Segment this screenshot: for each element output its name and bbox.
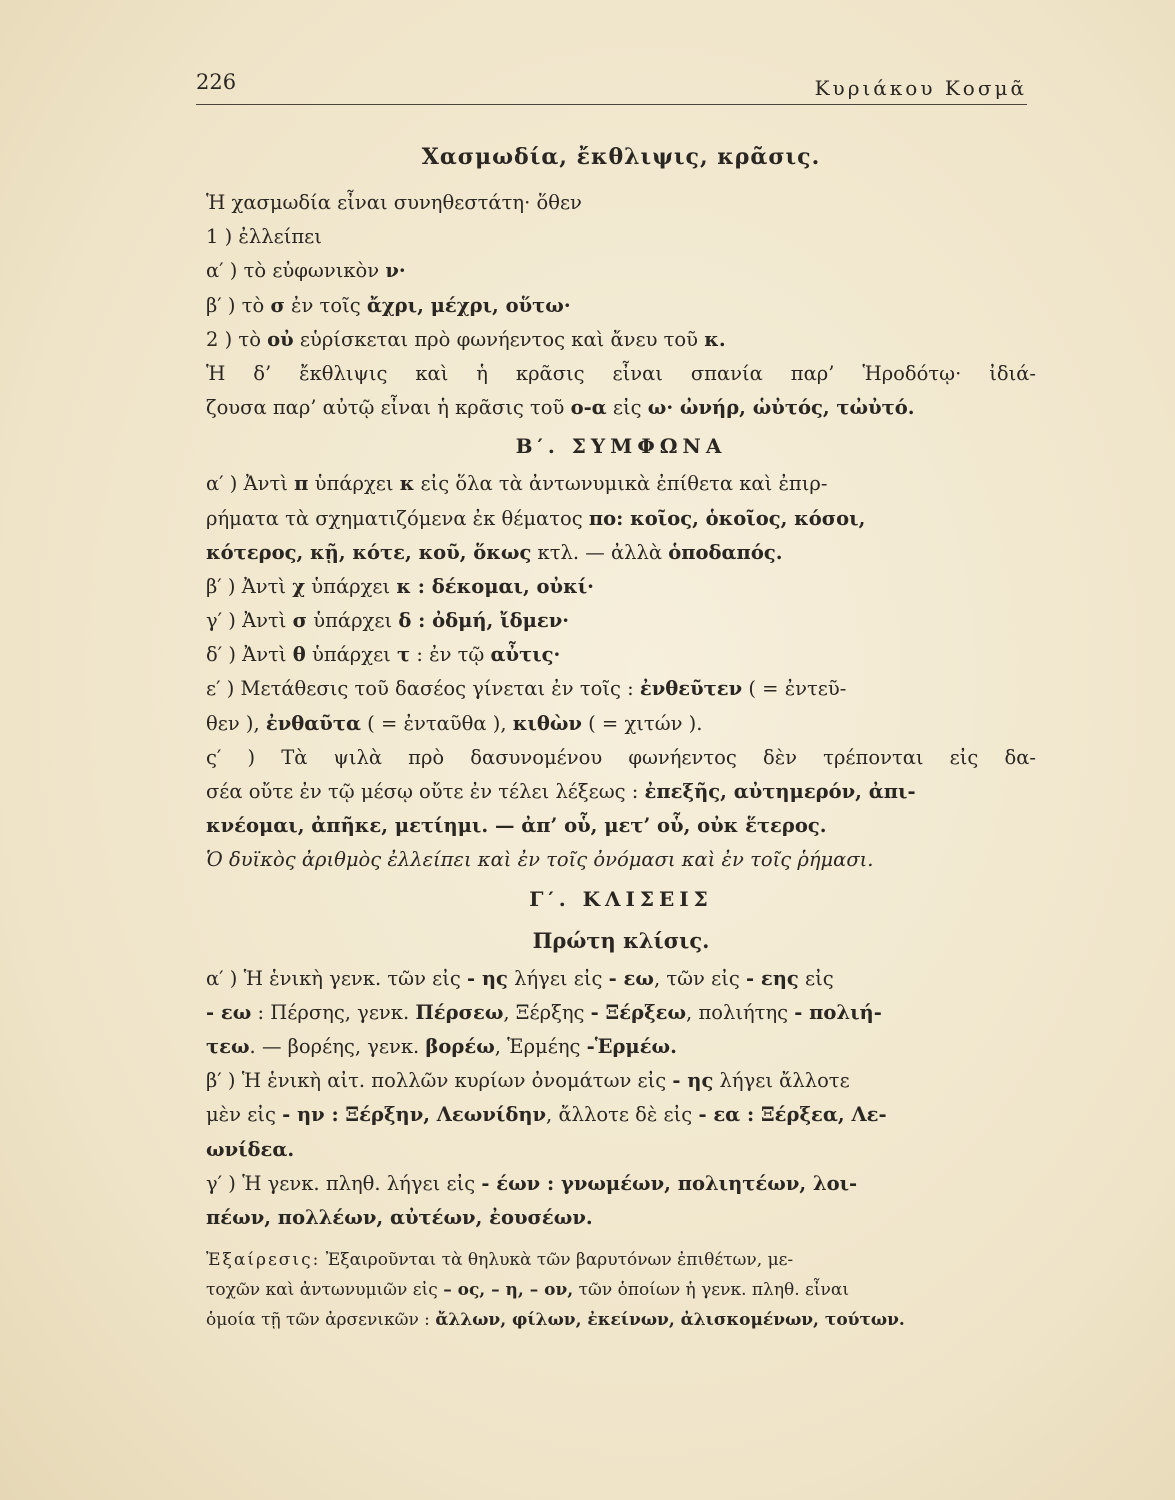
- text-span: γ′ ) Ἀντὶ: [206, 609, 293, 633]
- bold-span: κιθὼν: [512, 711, 582, 735]
- text-span: ( = χιτών ).: [581, 711, 703, 735]
- text-span: β′ ) Ἀντὶ: [206, 574, 293, 598]
- text-span: ὑπάρχει: [305, 643, 398, 667]
- text-span: τῶν ὁποίων ἡ γενκ. πληθ. εἶναι: [573, 1280, 850, 1301]
- text-line: [206, 323, 1036, 357]
- text-span: ς′ ) Τὰ ψιλὰ πρὸ δασυνομένου φωνήεντος δὲν τρέπονται εἰς δα-: [206, 745, 1036, 769]
- bold-span: ο-α: [570, 396, 607, 420]
- text-line: [206, 1064, 1036, 1098]
- text-span: ζουσα παρ’ αὐτῷ εἶναι ἡ κρᾶσις τοῦ: [206, 396, 571, 420]
- text-line: [206, 357, 1036, 391]
- section-title-consonants: Β′. ΣΥΜΦΩΝΑ: [515, 434, 727, 459]
- text-line: [206, 289, 1036, 323]
- text-span: α′ ) τὸ εὐφωνικὸν: [206, 259, 386, 283]
- text-span: : Πέρσης, γενκ.: [251, 1000, 416, 1024]
- text-span: 1 ) ἐλλείπει: [206, 225, 322, 249]
- bold-span: κ: [399, 472, 415, 496]
- bold-span: - εης: [745, 966, 799, 990]
- text-line: [206, 186, 1036, 220]
- text-line: [206, 502, 1036, 536]
- text-span: Ἐξαιροῦνται τὰ θηλυκὰ τῶν βαρυτόνων ἐπιθέτων, με-: [320, 1250, 794, 1271]
- bold-span: σ: [292, 609, 308, 633]
- text-span: ὑπάρχει: [307, 609, 399, 633]
- bold-span: – ος, – η, – ον,: [443, 1280, 574, 1301]
- text-span: , τῶν εἰς: [653, 966, 746, 990]
- bold-span: χ: [292, 574, 306, 598]
- text-span: ἐν τοῖς: [284, 293, 367, 317]
- bold-span: ἐπεξῆς, αὐτημερόν, ἀπι-: [644, 780, 916, 803]
- text-line: [206, 1201, 1036, 1235]
- bold-span: τ: [397, 643, 411, 667]
- text-span: μὲν εἰς: [206, 1103, 283, 1127]
- bold-span: κ : δέκομαι, οὐκί·: [396, 574, 594, 598]
- text-span: κτλ. — ἀλλὰ: [531, 540, 669, 564]
- text-line: [206, 996, 1036, 1030]
- text-span: β′ ) τὸ: [206, 293, 271, 317]
- text-line: [206, 1133, 1036, 1167]
- bold-span: -Ἑρμέω.: [586, 1034, 677, 1058]
- page-body: [206, 128, 1036, 1335]
- bold-span: - ην : Ξέρξην, Λεωνίδην: [282, 1103, 547, 1127]
- text-span: , Ξέρξης: [503, 1000, 591, 1024]
- text-line: [206, 741, 1036, 775]
- text-line: [206, 843, 1036, 877]
- text-span: α′ ) Ἀντὶ: [206, 472, 295, 496]
- bold-span: ἐνθεῦτεν: [639, 677, 743, 701]
- text-line: [206, 707, 1036, 741]
- text-line: [206, 254, 1036, 288]
- text-span: λήγει ἄλλοτε: [713, 1069, 850, 1093]
- bold-span: οὐ: [267, 327, 294, 351]
- bold-span: ὠνήρ, ὡὐτός, τὠὐτό.: [673, 396, 915, 420]
- note-line: [206, 1275, 1036, 1305]
- bold-span: πέων, πολλέων, αὐτέων, ἐουσέων.: [206, 1205, 593, 1229]
- text-span: ὑπάρχει: [305, 574, 397, 598]
- text-span: , Ἑρμέης: [494, 1034, 587, 1058]
- text-line: [206, 672, 1036, 706]
- page-number: 226: [196, 70, 237, 94]
- text-span: εὑρίσκεται πρὸ φωνήεντος καὶ ἄνευ τοῦ: [293, 327, 705, 351]
- bold-span: π: [294, 472, 309, 496]
- bold-span: κ.: [704, 327, 726, 351]
- text-span: ( = ἐνταῦθα ),: [360, 711, 513, 735]
- text-span: λήγει εἰς: [507, 966, 609, 990]
- bold-span: - έων : γνωμέων, πολιητέων, λοι-: [481, 1171, 858, 1195]
- bold-span: Πέρσεω: [415, 1000, 504, 1024]
- bold-span: - εω: [206, 1000, 252, 1024]
- text-span: β′ ) Ἡ ἑνικὴ αἰτ. πολλῶν κυρίων ὀνομάτων εἰς: [206, 1069, 673, 1093]
- bold-span: - ης: [466, 966, 508, 990]
- text-span: εἰς: [606, 396, 648, 420]
- bold-span: ωνίδεα.: [206, 1137, 295, 1161]
- text-span: 2 ) τὸ: [206, 327, 268, 351]
- bold-span: ν·: [385, 259, 406, 283]
- text-span: , ἄλλοτε δὲ εἰς: [546, 1103, 699, 1127]
- bold-span: τεω: [206, 1034, 250, 1058]
- bold-span: - εα : Ξέρξεα, Λε-: [698, 1103, 887, 1127]
- text-line: [206, 962, 1036, 996]
- bold-span: - Ξέρξεω: [590, 1000, 687, 1024]
- bold-span: ω·: [647, 396, 674, 420]
- bold-span: κότερος, κῇ, κότε, κοῦ, ὅκως: [206, 540, 532, 564]
- text-span: Ἐξαίρεσις:: [206, 1250, 321, 1271]
- bold-span: κνέομαι, ἀπῆκε, μετίημι. — ἀπ’ οὗ, μετ’ οὗ, οὐκ ἕτερος.: [206, 814, 827, 838]
- text-span: εἰς: [798, 966, 834, 990]
- bold-span: πο: κοῖος, ὁκοῖος, κόσοι,: [588, 506, 866, 530]
- text-span: , πολιήτης: [686, 1000, 795, 1024]
- text-span: ρήματα τὰ σχηματιζόμενα ἐκ θέματος: [206, 506, 589, 530]
- text-line: [206, 1098, 1036, 1132]
- bold-span: σ: [270, 293, 285, 317]
- text-span: ε′ ) Μετάθεσις τοῦ δασέος γίνεται ἐν τοῖς :: [206, 677, 640, 701]
- subsection-title-first-declension: Πρώτη κλίσις.: [532, 927, 710, 953]
- text-span: θεν ),: [206, 711, 266, 735]
- text-line: [206, 638, 1036, 672]
- text-line: [206, 467, 1036, 501]
- text-span: σέα οὔτε ἐν τῷ μέσῳ οὔτε ἐν τέλει λέξεως :: [206, 780, 645, 803]
- bold-span: ἄλλων, φίλων, ἐκείνων, ἀλισκομένων, τούτων.: [435, 1310, 905, 1331]
- text-line: [206, 775, 1036, 809]
- section-title-hiatus: Χασμωδία, ἔκθλιψις, κρᾶσις.: [421, 144, 821, 170]
- text-span: Ἡ χασμωδία εἶναι συνηθεστάτη· ὅθεν: [206, 191, 582, 214]
- italic-span: Ὁ δυϊκὸς ἀριθμὸς ἐλλείπει καὶ ἐν τοῖς ὀνόμασι καὶ ἐν τοῖς ῥήμασι.: [206, 848, 874, 872]
- bold-span: θ: [292, 643, 306, 667]
- note-line: [206, 1305, 1036, 1335]
- text-line: [206, 809, 1036, 843]
- spacer: [206, 1235, 1036, 1245]
- bold-span: αὖτις·: [490, 643, 561, 667]
- bold-span: ἐνθαῦτα: [265, 711, 361, 735]
- bold-span: - ης: [672, 1069, 714, 1093]
- text-line: [206, 570, 1036, 604]
- text-span: γ′ ) Ἡ γενκ. πληθ. λήγει εἰς: [206, 1171, 482, 1195]
- text-span: : ἐν τῷ: [410, 643, 491, 667]
- header-rule: [196, 104, 1027, 105]
- text-line: [206, 220, 1036, 254]
- bold-span: - εω: [608, 966, 654, 990]
- text-span: ὁμοία τῇ τῶν ἀρσενικῶν :: [206, 1310, 436, 1331]
- note-line: [206, 1245, 1036, 1275]
- text-line: [206, 1030, 1036, 1064]
- text-span: τοχῶν καὶ ἀντωνυμιῶν εἰς: [206, 1280, 444, 1301]
- text-span: α′ ) Ἡ ἑνικὴ γενκ. τῶν εἰς: [206, 966, 467, 990]
- bold-span: βορέω: [425, 1034, 495, 1058]
- bold-span: ἄχρι, μέχρι, οὕτω·: [366, 293, 571, 317]
- text-span: ὑπάρχει: [308, 472, 400, 496]
- running-title: Κυριάκου Κοσμᾶ: [814, 76, 1027, 100]
- bold-span: ὁποδαπός.: [668, 540, 783, 564]
- text-span: ( = ἐντεῦ-: [742, 677, 847, 701]
- text-line: [206, 1167, 1036, 1201]
- section-title-declensions: Γ′. ΚΛΙΣΕΙΣ: [529, 886, 713, 911]
- text-span: εἰς ὅλα τὰ ἀντωνυμικὰ ἐπίθετα καὶ ἐπιρ-: [414, 472, 828, 496]
- bold-span: - πολιή-: [794, 1000, 882, 1024]
- bold-span: δ : ὀδμή, ἴδμεν·: [398, 609, 570, 633]
- text-span: δ′ ) Ἀντὶ: [206, 643, 293, 667]
- text-span: . — βορέης, γενκ.: [249, 1034, 426, 1058]
- text-line: [206, 604, 1036, 638]
- text-span: Ἡ δ’ ἔκθλιψις καὶ ἡ κρᾶσις εἶναι σπανία παρ’ Ἡροδότῳ· ἰδιά-: [206, 361, 1036, 385]
- text-line: [206, 391, 1036, 425]
- text-line: [206, 536, 1036, 570]
- running-header: [196, 70, 1027, 102]
